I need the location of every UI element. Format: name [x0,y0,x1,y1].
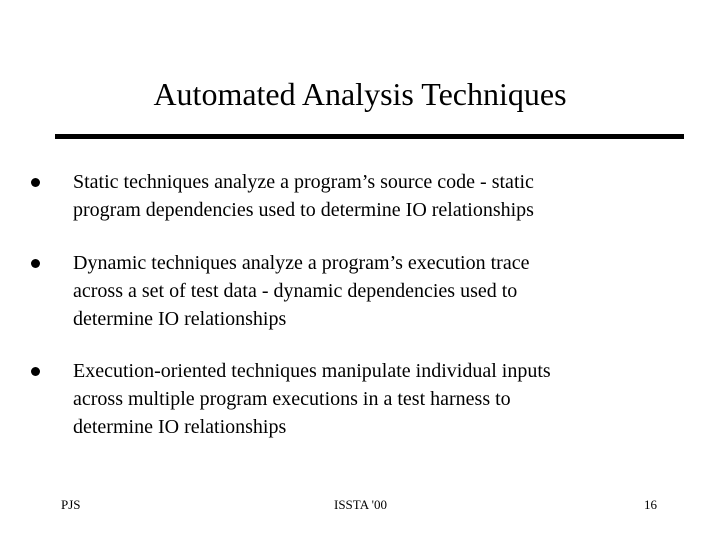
footer-conference: ISSTA '00 [334,497,387,512]
bullet-text [73,357,693,441]
bullet-line: Dynamic techniques analyze a program’s execution trace [73,252,530,274]
bullet-line: program dependencies used to determine IO relationships [73,199,534,221]
bullet-line: across a set of test data - dynamic dependencies used to [73,280,518,302]
footer-page-number: 16 [644,497,657,512]
bullet-text [73,168,693,224]
bullet-line: Execution-oriented techniques manipulate individual inputs [73,360,551,382]
slide-title: Automated Analysis Techniques [153,76,567,112]
bullet-line: Static techniques analyze a program’s source code - static [73,171,534,193]
footer-author: PJS [61,497,81,512]
bullet-line: across multiple program executions in a test harness to [73,388,511,410]
bullet-dot-icon [31,259,40,268]
bullet-line: determine IO relationships [73,416,287,438]
bullet-text [73,249,693,333]
bullet-dot-icon [31,367,40,376]
bullet-dot-icon [31,178,40,187]
bullet-line: determine IO relationships [73,308,287,330]
